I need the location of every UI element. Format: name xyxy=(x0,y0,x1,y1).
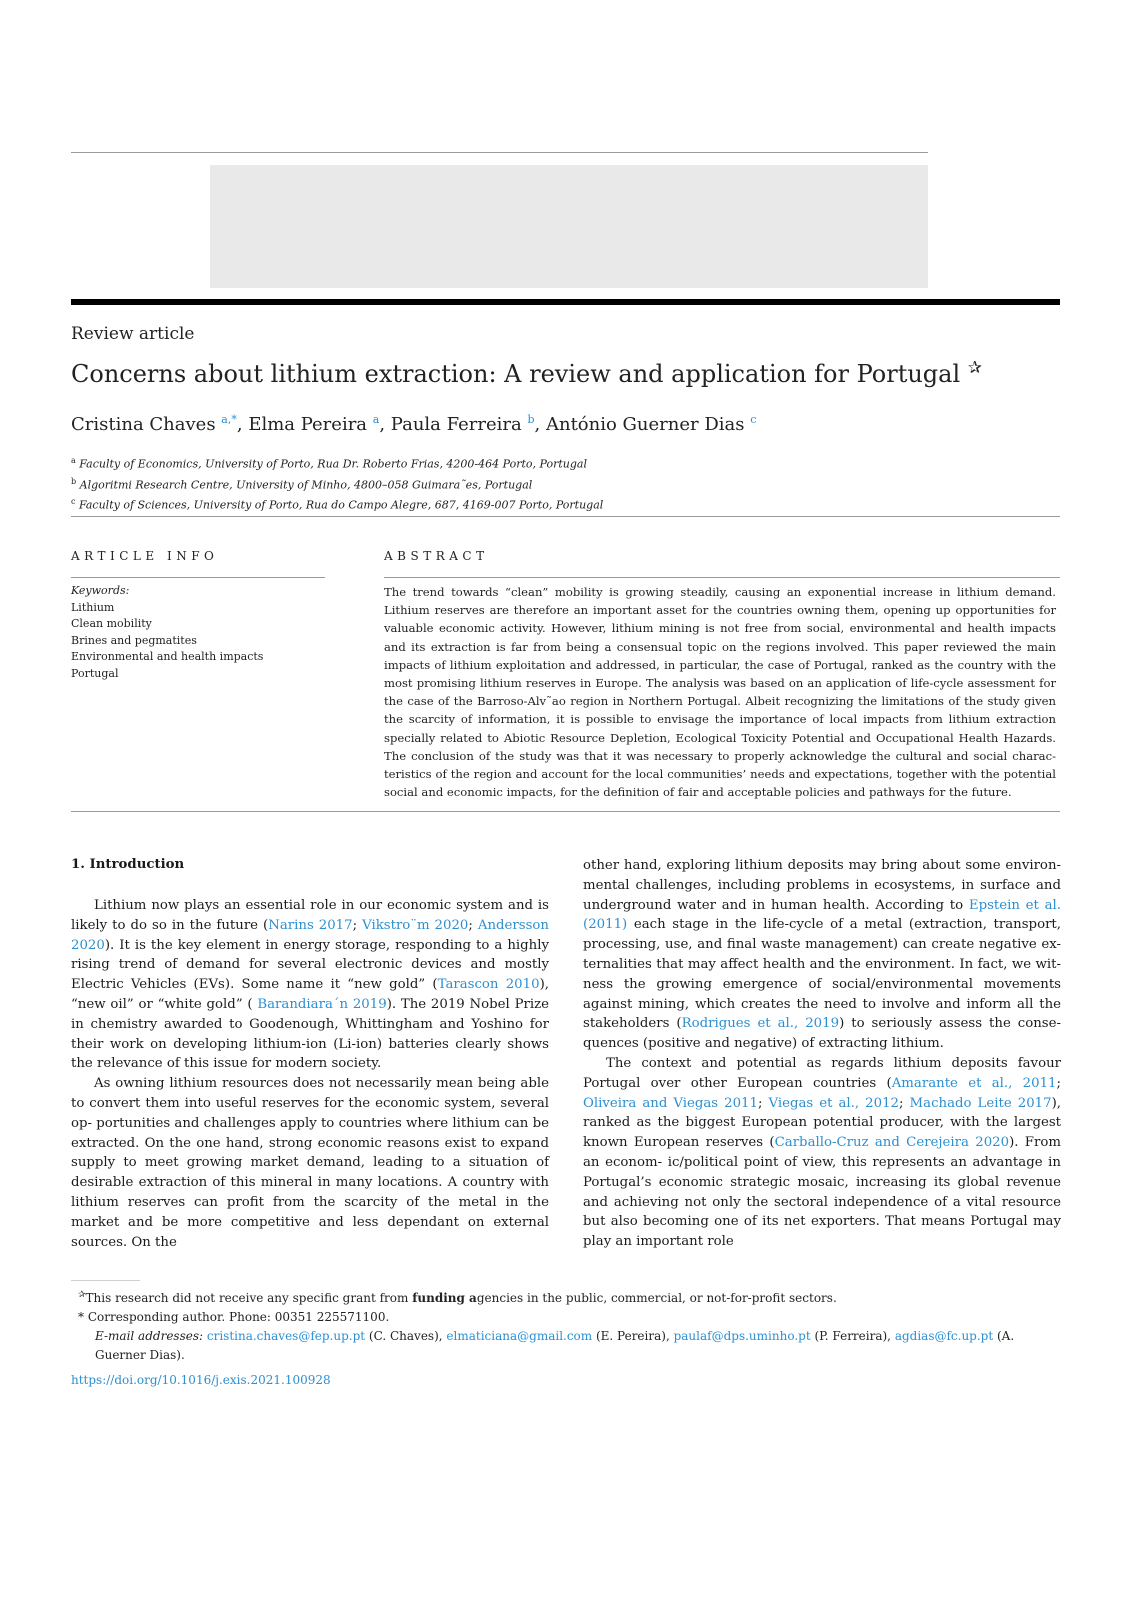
keywords-block xyxy=(71,583,263,682)
paragraph: As owning lithium resources does not necessarily mean being able to convert them into useful reserves for the economic system, several op- portunities and challenges apply to countries where lithium can be extracted. On the one hand, strong economic reasons exist to expand supply to meet growing market demand, leading to a situation of desirable extraction of this mineral in many locations. A country with lithium reserves can profit from the scarcity of the metal in the market and be more competitive and less dependant on external sources. On the xyxy=(71,1076,549,1250)
header-thick-rule xyxy=(71,299,1060,305)
author-name: António Guerner Dias xyxy=(545,414,745,435)
citation-link[interactable]: Carballo-Cruz and Cerejeira 2020 xyxy=(774,1135,1010,1151)
citation-link[interactable]: Epstein et al. (2011) xyxy=(583,897,1061,933)
divider xyxy=(71,577,325,578)
keyword: Portugal xyxy=(71,666,119,680)
paragraph: other hand, exploring lithium deposits may bring about some environ- mental challenges, including problems in ecosystems, in surface and underground water and in human health. According to Epstein et al. (2011) each stage in the life-cycle of a metal (extraction, transport, processing, use, and final waste management) can create negative ex- ternalities that may affect health and the environment. In fact, we wit- ness the growing emergence of social/environmental movements against mining, which creates the need to involve and inform all the stakeholders (Rodrigues et al., 2019) to seriously assess the conse- quences (positive and negative) of extracting lithium. xyxy=(583,858,1061,1052)
journal-banner-placeholder xyxy=(210,165,928,288)
body-column-left xyxy=(71,896,549,1252)
citation-link[interactable]: Narins 2017 xyxy=(268,917,353,933)
abstract-text: The trend towards “clean” mobility is growing steadily, causing an exponential increase in lithium demand. Lithium reserves are therefore an important asset for the countries owning them, opening up opportunities for valuable economic activity. However, lithium mining is not free from social, environmental and health impacts and its extraction is far from being a consensual topic on the regions involved. This paper reviewed the main impacts of lithium exploitation and addressed, in particular, the case of Portugal, ranked as the country with the most promising lithium reserves in Europe. The analysis was based on an application of life-cycle assessment for the case of the Barroso-Alv˜ao region in Northern Portugal. Albeit recognizing the limitations of the study given the scarcity of information, it is possible to envisage the importance of local impacts from lithium extraction specially related to Abiotic Resource Depletion, Ecological Toxicity Potential and Occupational Health Hazards. The conclusion of the study was that it was necessary to properly acknowledge the cultural and social charac- teristics of the region and account for the local communities’ needs and expectations, together with the potential social and economic impacts, for the definition of fair and acceptable policies and pathways for the future. xyxy=(384,585,1056,800)
divider xyxy=(71,811,1060,812)
email-link[interactable]: elmaticiana@gmail.com xyxy=(446,1329,593,1343)
email-link[interactable]: agdias@fc.up.pt xyxy=(894,1329,994,1343)
citation-link[interactable]: Vikstro¨m 2020 xyxy=(362,917,469,933)
article-type: Review article xyxy=(71,324,195,344)
divider xyxy=(71,516,1060,517)
paragraph: The context and potential as regards lithium deposits favour Portugal over other European countries (Amarante et al., 2011; Oliveira and Viegas 2011; Viegas et al., 2012; Machado Leite 2017), ranked as the biggest European potential producer, with the largest known European reserves (Carballo-Cruz and Cerejeira 2020). From an econom- ic/political point of view, this represents an advantage in Portugal’s economic strategic mosaic, increasing its global revenue and achieving not only the sectoral independence of a vital resource but also becoming one of its net exporters. That means Portugal may play an important role xyxy=(583,1055,1061,1250)
keyword: Brines and pegmatites xyxy=(71,633,197,647)
article-info-heading: ARTICLE INFO xyxy=(71,549,219,563)
doi-link[interactable]: https://doi.org/10.1016/j.exis.2021.100928 xyxy=(71,1373,331,1387)
affiliation: $^b$ Algoritmi Research Centre, University of Minho, 4800–058 Guimara˜es, Portugal xyxy=(71,476,533,492)
title-footnote-star-icon[interactable]: ✰ xyxy=(967,358,983,378)
author-name: Cristina Chaves xyxy=(71,414,216,435)
footnote-rule xyxy=(71,1280,140,1281)
author-affil-link[interactable]: a,* xyxy=(221,413,237,426)
footnote-star-icon: ✰ xyxy=(78,1290,86,1300)
funding-footnote: ✰This research did not receive any specific grant from funding agencies in the public, commercial, or not-for-profit sectors. xyxy=(78,1290,837,1305)
body-column-right xyxy=(583,856,1061,1252)
keyword: Clean mobility xyxy=(71,617,152,630)
citation-link[interactable]: Oliveira and Viegas 2011 xyxy=(583,1095,758,1111)
affiliation: $^c$ Faculty of Sciences, University of Porto, Rua do Campo Alegre, 687, 4169-007 Porto, Portugal xyxy=(71,497,604,512)
citation-link[interactable]: Andersson 2020 xyxy=(71,917,549,953)
citation-link[interactable]: Rodrigues et al., 2019 xyxy=(681,1016,840,1032)
author-affil-link[interactable]: b xyxy=(527,413,535,426)
citation-link[interactable]: Barandiara´n 2019 xyxy=(257,996,387,1012)
email-footnote: E-mail addresses: cristina.chaves@fep.up.pt (C. Chaves), elmaticiana@gmail.com (E. Pereira), paulaf@dps.uminho.pt (P. Ferreira), agdias@fc.up.pt (A. Guerner Dias). xyxy=(95,1329,1015,1362)
citation-link[interactable]: Viegas et al., 2012 xyxy=(768,1095,900,1111)
affiliation: $^a$ Faculty of Economics, University of Porto, Rua Dr. Roberto Frias, 4200-464 Porto, Portugal xyxy=(71,456,587,471)
affiliation-list xyxy=(71,452,603,514)
author-list: Cristina Chaves $^{a,*}$, Elma Pereira $^a$, Paula Ferreira $^b$, António Guerner Dias $^c$ xyxy=(71,413,757,435)
paragraph: Lithium now plays an essential role in our economic system and is likely to do so in the future (Narins 2017; Vikstro¨m 2020; Andersson 2020). It is the key element in energy storage, responding to a highly rising trend of demand for several electronic devices and mostly Electric Vehicles (EVs). Some name it “new gold” (Tarascon 2010), “new oil” or “white gold” ( Barandiara´n 2019). The 2019 Nobel Prize in chemistry awarded to Goodenough, Whittingham and Yoshino for their work on developing lithium-ion (Li-ion) batteries clearly shows the relevance of this issue for modern society. xyxy=(71,898,549,1072)
keyword: Environmental and health impacts xyxy=(71,650,264,663)
citation-link[interactable]: Amarante et al., 2011 xyxy=(891,1075,1057,1091)
author-affil-link[interactable]: a xyxy=(372,413,380,426)
email-link[interactable]: paulaf@dps.uminho.pt xyxy=(673,1329,811,1343)
divider xyxy=(384,577,1060,578)
citation-link[interactable]: Tarascon 2010 xyxy=(437,977,540,993)
keyword: Lithium xyxy=(71,600,115,614)
title-text: Concerns about lithium extraction: A review and application for Portugal xyxy=(71,360,961,388)
author-name: Elma Pereira xyxy=(248,414,368,435)
corresponding-author-footnote: * Corresponding author. Phone: 00351 225571100. xyxy=(78,1310,390,1324)
author-affil-link[interactable]: c xyxy=(750,413,757,426)
abstract-heading: ABSTRACT xyxy=(384,549,489,563)
page-title xyxy=(71,360,1051,388)
top-rule xyxy=(71,152,928,153)
section-heading-introduction: 1. Introduction xyxy=(71,857,185,872)
author-name: Paula Ferreira xyxy=(390,414,522,435)
keywords-label: Keywords: xyxy=(71,584,130,597)
citation-link[interactable]: Machado Leite 2017 xyxy=(909,1095,1052,1111)
footnotes xyxy=(71,1286,1060,1365)
email-link[interactable]: cristina.chaves@fep.up.pt xyxy=(206,1329,366,1343)
